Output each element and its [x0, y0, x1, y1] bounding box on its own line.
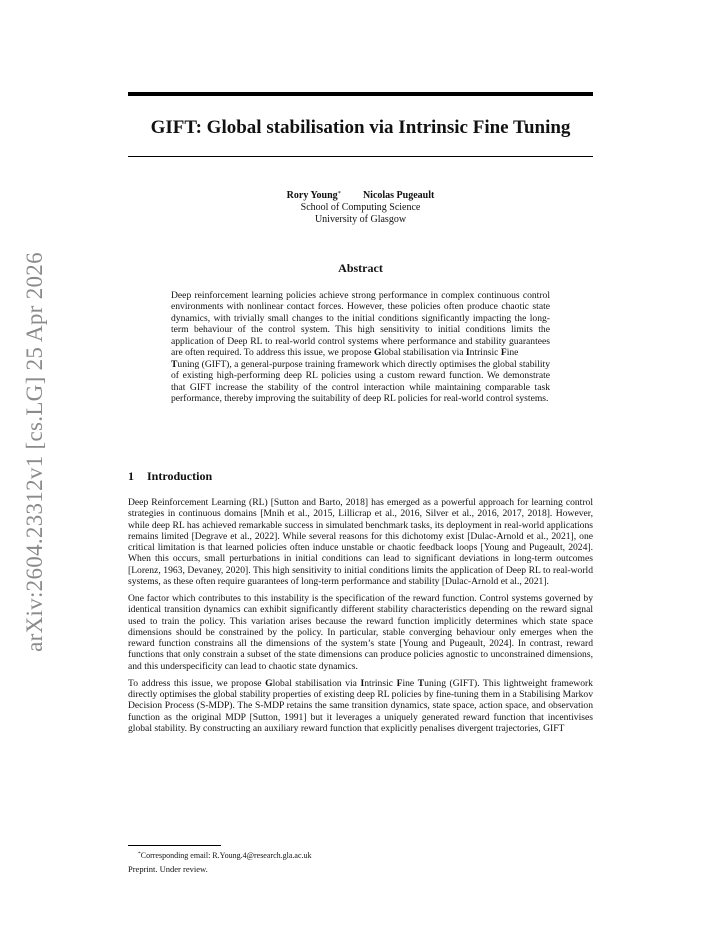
section-number: 1	[128, 469, 134, 483]
paper-title: GIFT: Global stabilisation via Intrinsic Fine Tuning	[150, 117, 571, 138]
abstract-heading: Abstract	[338, 261, 383, 275]
paragraph-1: Deep Reinforcement Learning (RL) [Sutton and Barto, 2018] has emerged as a powerful approach for learning control strategies in continuous domains [Mnih et al., 2015, Lillicrap et al., 2016, Silver et al., 2016, 2017, 2018]. However, while deep RL has achieved remarkable success in simulated benchmark tasks, its deployment in real-world applications remains limited [Degrave et al., 2022]. While several reasons for this dichotomy exist [Dulac-Arnold et al., 2021], one critical limitation is that learned policies often induce unstable or chaotic feedback loops [Young and Pugeault, 2024]. When this occurs, small perturbations in initial conditions can lead to significant deviations in long-term outcomes [Lorenz, 1963, Devaney, 2020]. This high sensitivity to initial conditions limits the application of Deep RL to real-world systems, as these often require guarantees of long-term performance and stability [Dulac-Arnold et al., 2021].	[128, 497, 593, 587]
section-title: Introduction	[147, 469, 213, 483]
preprint-notice: Preprint. Under review.	[128, 864, 208, 874]
arxiv-identifier: arXiv:2604.23312v1 [cs.LG] 25 Apr 2026	[22, 252, 48, 652]
affiliation-department: School of Computing Science	[300, 202, 421, 213]
author-block	[128, 188, 593, 226]
abstract-text: Deep reinforcement learning policies achieve strong performance in complex continuous control environments with nonlinear contact forces. However, these policies often produce chaotic state dynamics, with trivially small changes to the initial conditions significantly impacting the long-term behaviour of the control system. This high sensitivity to initial conditions limits the application of Deep RL to real-world control systems where performance and stability guarantees are often required. To address this issue, we propose Global stabilisation via Intrinsic Fine Tuning (GIFT), a general-purpose training framework which directly optimises the global stability of existing high-performing deep RL policies using a custom reward function. We demonstrate that GIFT increase the stability of the control interaction while maintaining comparable task performance, thereby improving the suitability of deep RL policies for real-world control systems.	[171, 290, 550, 405]
arxiv-side-stamp	[20, 252, 50, 652]
affiliation-university: University of Glasgow	[314, 214, 407, 225]
paragraph-2: One factor which contributes to this instability is the specification of the reward function. Control systems governed by identical transition dynamics can exhibit significantly different stability characteristics depending on the reward signal used to train the policy. This variation arises because the reward function implicitly determines which state space dimensions should be constrained by the policy. In particular, stable converging behaviour only emerges when the reward function constrains all the dimensions of the system’s state [Young and Pugeault, 2024]. In contrast, reward functions that only constrain a subset of the state dimensions can produce policies agnostic to unconstrained dimensions, and this underspecificity can lead to chaotic state dynamics.	[128, 593, 593, 672]
author-name-2: Nicolas Pugeault	[362, 190, 435, 201]
introduction-body	[128, 497, 593, 740]
section-heading-introduction	[128, 469, 593, 483]
title-bottom-rule	[128, 156, 593, 157]
corresponding-author-mark: *	[337, 190, 341, 197]
footnote-corresponding-email: *Corresponding email: R.Young.4@research.gla.ac.uk	[138, 851, 312, 860]
footnote-rule	[128, 845, 221, 846]
paragraph-3: To address this issue, we propose Global stabilisation via Intrinsic Fine Tuning (GIFT). This lightweight framework directly optimises the global stability properties of existing deep RL policies by fine-tuning them in a Stabilising Markov Decision Process (S-MDP). The S-MDP retains the same transition dynamics, state space, action space, and observation function as the original MDP [Sutton, 1991] but it leverages a uniquely generated reward function that incentivises global stability. By constructing an auxiliary reward function that explicitly penalises divergent trajectories, GIFT	[128, 677, 593, 734]
title-top-rule	[128, 92, 593, 96]
author-name-1: Rory Young	[286, 190, 338, 201]
author-names	[128, 188, 593, 202]
